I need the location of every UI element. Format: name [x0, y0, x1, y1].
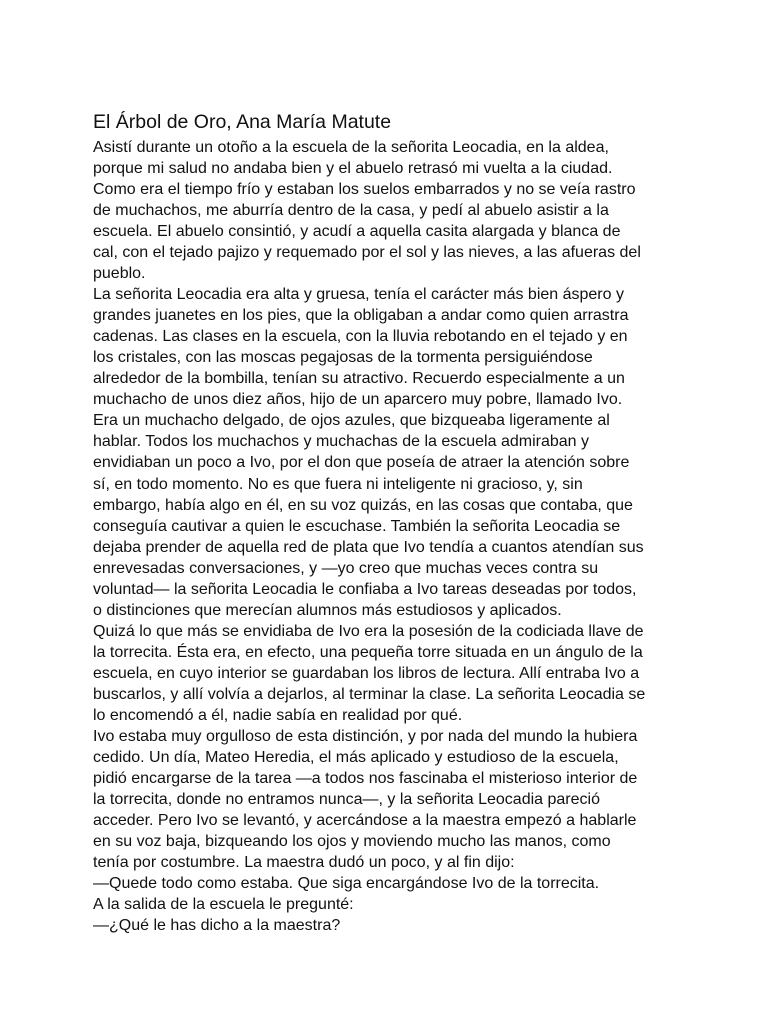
- text-line: pidió encargarse de la tarea —a todos nos fascinaba el misterioso interior de: [93, 769, 638, 787]
- text-line: —¿Qué le has dicho a la maestra?: [93, 917, 341, 935]
- text-line: envidiaban un poco a Ivo, por el don que poseía de atraer la atención sobre: [93, 454, 630, 472]
- text-line: en su voz baja, bizqueando los ojos y moviendo mucho las manos, como: [93, 833, 611, 851]
- text-line: acceder. Pero Ivo se levantó, y acercándose a la maestra empezó a hablarle: [93, 812, 637, 829]
- text-line: cal, con el tejado pajizo y requemado por el sol y las nieves, a las afueras del: [93, 244, 641, 262]
- text-line: cedido. Un día, Mateo Heredia, el más aplicado y estudioso de la escuela,: [93, 748, 619, 766]
- text-line: alrededor de la bombilla, tenían su atractivo. Recuerdo especialmente a un: [93, 370, 625, 388]
- text-line: conseguía cautivar a quien le escuchase. También la señorita Leocadia se: [93, 517, 621, 535]
- text-line: grandes juanetes en los pies, que la obligaban a andar como quien arrastra: [93, 307, 629, 325]
- text-line: dejaba prender de aquella red de plata que Ivo tendía a cuantos atendían sus: [93, 538, 644, 556]
- text-line: Ivo estaba muy orgulloso de esta distinción, y por nada del mundo la hubiera: [93, 727, 638, 745]
- text-line: La señorita Leocadia era alta y gruesa, tenía el carácter más bien áspero y: [93, 286, 624, 304]
- text-line: la torrecita, donde no entramos nunca—, y la señorita Leocadia pareció: [93, 790, 600, 808]
- text-line: porque mi salud no andaba bien y el abuelo retrasó mi vuelta a la ciudad.: [93, 160, 613, 178]
- text-line: hablar. Todos los muchachos y muchachas de la escuela admiraban y: [93, 433, 589, 451]
- text-line: embargo, había algo en él, en su voz quizás, en las cosas que contaba, que: [93, 496, 633, 514]
- text-line: Quizá lo que más se envidiaba de Ivo era la posesión de la codiciada llave de: [93, 622, 644, 640]
- text-line: la torrecita. Ésta era, en efecto, una pequeña torre situada en un ángulo de la: [93, 643, 643, 661]
- document-body: [93, 109, 683, 936]
- text-line: pueblo.: [93, 265, 146, 283]
- text-line: Era un muchacho delgado, de ojos azules, que bizqueaba ligeramente al: [93, 412, 610, 430]
- text-line: escuela. El abuelo consintió, y acudí a aquella casita alargada y blanca de: [93, 223, 621, 241]
- text-line: los cristales, con las moscas pegajosas de la tormenta persiguiéndose: [93, 349, 593, 367]
- text-line: buscarlos, y allí volvía a dejarlos, al terminar la clase. La señorita Leocadia se: [93, 685, 646, 703]
- text-line: tenía por costumbre. La maestra dudó un poco, y al fin dijo:: [93, 854, 515, 872]
- text-line: Como era el tiempo frío y estaban los suelos embarrados y no se veía rastro: [93, 181, 636, 199]
- document-title: El Árbol de Oro, Ana María Matute: [93, 111, 392, 133]
- text-line: voluntad— la señorita Leocadia le confiaba a Ivo tareas deseadas por todos,: [93, 580, 637, 598]
- text-line: sí, en todo momento. No es que fuera ni inteligente ni gracioso, y, sin: [93, 475, 583, 493]
- text-line: —Quede todo como estaba. Que siga encargándose Ivo de la torrecita.: [93, 875, 600, 893]
- text-line: muchacho de unos diez años, hijo de un aparcero muy pobre, llamado Ivo.: [93, 391, 623, 409]
- text-line: cadenas. Las clases en la escuela, con la lluvia rebotando en el tejado y en: [93, 328, 628, 346]
- text-line: escuela, en cuyo interior se guardaban los libros de lectura. Allí entraba Ivo a: [93, 664, 640, 682]
- text-line: lo encomendó a él, nadie sabía en realidad por qué.: [93, 706, 463, 724]
- text-line: o distinciones que merecían alumnos más estudiosos y aplicados.: [93, 601, 562, 619]
- document-text: [93, 137, 683, 936]
- text-line: de muchachos, me aburría dentro de la casa, y pedí al abuelo asistir a la: [93, 202, 609, 220]
- text-line: Asistí durante un otoño a la escuela de la señorita Leocadia, en la aldea,: [93, 139, 609, 156]
- text-line: enrevesadas conversaciones, y —yo creo que muchas veces contra su: [93, 559, 599, 577]
- text-line: A la salida de la escuela le pregunté:: [93, 896, 354, 914]
